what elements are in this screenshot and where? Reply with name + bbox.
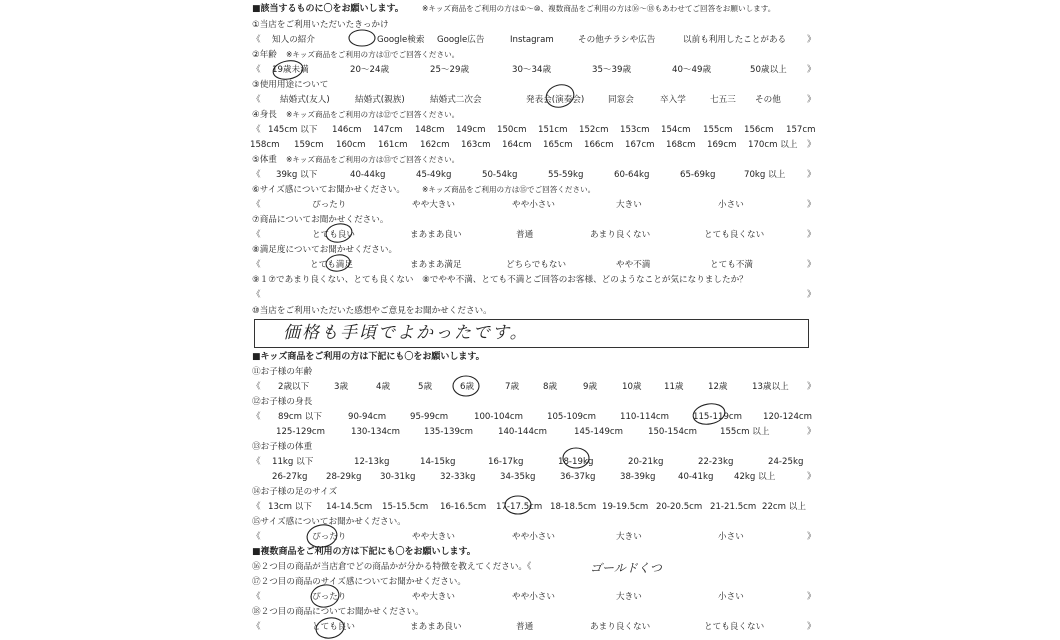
question-label: ⑧満足度についてお聞かせください。 bbox=[252, 245, 398, 255]
bracket: 《 bbox=[252, 200, 261, 210]
option-label: Instagram bbox=[510, 35, 554, 45]
bracket: 》 bbox=[807, 382, 816, 392]
option-label: 152cm bbox=[579, 125, 609, 135]
option-label: やや大きい bbox=[412, 200, 455, 210]
question-label: ③使用用途について bbox=[252, 80, 329, 90]
option-label: 16-17kg bbox=[488, 457, 524, 467]
survey-line bbox=[250, 365, 825, 380]
option-label: 普通 bbox=[516, 622, 534, 632]
option-label: 結婚式(親族) bbox=[355, 95, 405, 105]
question-note: ※キッズ商品をご利用の方は⑬でご回答ください。 bbox=[286, 155, 460, 164]
question-label: ④身長 bbox=[252, 110, 277, 120]
bracket: 》 bbox=[807, 532, 816, 542]
bracket: 》 bbox=[807, 95, 816, 105]
option-label: 40～49歳 bbox=[672, 65, 712, 75]
handwritten-comment: 価格も手頃でよかったです。 bbox=[283, 323, 529, 343]
bracket: 》 bbox=[807, 65, 816, 75]
option-label: 13歳以上 bbox=[752, 382, 789, 392]
bracket: 《 bbox=[252, 95, 261, 105]
option-label: 42kg 以上 bbox=[734, 472, 776, 482]
question-label: ⑨１⑦であまり良くない、とても良くない ⑧でやや不満、とても不満とご回答のお客様、どのようなことが気になりましたか？ bbox=[252, 275, 748, 285]
option-label: 146cm bbox=[332, 125, 362, 135]
option-label: 125-129cm bbox=[276, 427, 326, 437]
bracket: 》 bbox=[807, 290, 816, 300]
option-label: 156cm bbox=[744, 125, 774, 135]
option-label: 大きい bbox=[616, 200, 642, 210]
bracket: 》 bbox=[807, 472, 816, 482]
option-label: 50歳以上 bbox=[750, 65, 787, 75]
option-label: 40-44kg bbox=[350, 170, 386, 180]
survey-line bbox=[250, 350, 825, 365]
option-label: 大きい bbox=[616, 592, 642, 602]
option-label: 70kg 以上 bbox=[744, 170, 786, 180]
question-label: ⑫お子様の身長 bbox=[252, 397, 313, 407]
survey-line bbox=[250, 48, 825, 63]
bracket: 《 bbox=[252, 65, 261, 75]
option-label: 65-69kg bbox=[680, 170, 716, 180]
question-label: ①当店をご利用いただいたきっかけ bbox=[252, 20, 389, 30]
option-label: 151cm bbox=[538, 125, 568, 135]
option-label: とても良くない bbox=[704, 622, 765, 632]
option-label: 170cm 以上 bbox=[748, 140, 798, 150]
option-label: 結婚式(友人) bbox=[280, 95, 330, 105]
survey-line bbox=[250, 18, 825, 33]
option-label: 36-37kg bbox=[560, 472, 596, 482]
comment-box bbox=[254, 319, 809, 348]
bracket: 《 bbox=[252, 532, 261, 542]
question-label: ⑤体重 bbox=[252, 155, 277, 165]
option-label: とても良くない bbox=[704, 230, 765, 240]
survey-line bbox=[250, 304, 825, 319]
option-label: やや不満 bbox=[616, 260, 651, 270]
option-label: 45-49kg bbox=[416, 170, 452, 180]
option-label: 130-134cm bbox=[351, 427, 401, 437]
survey-line bbox=[250, 198, 825, 213]
option-label: 20-21kg bbox=[628, 457, 664, 467]
bracket: 《 bbox=[252, 125, 261, 135]
question-label: ⑦商品についてお聞かせください。 bbox=[252, 215, 389, 225]
option-label: 32-33kg bbox=[440, 472, 476, 482]
option-label: 158cm bbox=[250, 140, 280, 150]
survey-line bbox=[250, 183, 825, 198]
option-label: まあまあ満足 bbox=[410, 260, 462, 270]
bracket: 《 bbox=[252, 170, 261, 180]
survey-line bbox=[250, 288, 825, 303]
option-label: 169cm bbox=[707, 140, 737, 150]
survey-line bbox=[250, 213, 825, 228]
option-label: 10歳 bbox=[622, 382, 642, 392]
survey-line bbox=[250, 560, 825, 575]
survey-line bbox=[250, 63, 825, 78]
option-label: 7歳 bbox=[505, 382, 520, 392]
option-label: 50-54kg bbox=[482, 170, 518, 180]
option-label: やや小さい bbox=[512, 200, 555, 210]
survey-line bbox=[250, 78, 825, 93]
bracket: 》 bbox=[807, 427, 816, 437]
multi-section-header: ■複数商品をご利用の方は下記にも〇をお願いします。 bbox=[252, 547, 476, 557]
bracket: 《 bbox=[252, 457, 261, 467]
option-label: 160cm bbox=[336, 140, 366, 150]
survey-line bbox=[250, 228, 825, 243]
option-label: 卒入学 bbox=[660, 95, 686, 105]
option-label: 38-39kg bbox=[620, 472, 656, 482]
bracket: 》 bbox=[807, 622, 816, 632]
survey-line bbox=[250, 395, 825, 410]
option-label: 145-149cm bbox=[574, 427, 624, 437]
question-label: ⑱２つ目の商品についてお聞かせください。 bbox=[252, 607, 424, 617]
option-label: 小さい bbox=[718, 592, 744, 602]
option-label: あまり良くない bbox=[590, 230, 651, 240]
option-label: その他 bbox=[755, 95, 781, 105]
option-label: 165cm bbox=[543, 140, 573, 150]
option-label: 8歳 bbox=[543, 382, 558, 392]
option-label: 17-17.5cm bbox=[496, 502, 543, 512]
option-label: 15-15.5cm bbox=[382, 502, 429, 512]
survey-line bbox=[250, 620, 825, 635]
bracket: 》 bbox=[807, 140, 816, 150]
option-label: 40-41kg bbox=[678, 472, 714, 482]
option-label: 知人の紹介 bbox=[272, 35, 315, 45]
option-label: 4歳 bbox=[376, 382, 391, 392]
option-label: 14-14.5cm bbox=[326, 502, 373, 512]
survey-line bbox=[250, 500, 825, 515]
option-label: 大きい bbox=[616, 532, 642, 542]
bracket: 《 bbox=[252, 230, 261, 240]
option-label: とても不満 bbox=[710, 260, 753, 270]
survey-line bbox=[250, 168, 825, 183]
survey-line bbox=[250, 515, 825, 530]
option-label: 147cm bbox=[373, 125, 403, 135]
bracket: 《 bbox=[252, 382, 261, 392]
bracket: 《 bbox=[252, 592, 261, 602]
bracket: 》 bbox=[807, 35, 816, 45]
option-label: 19歳未満 bbox=[272, 65, 309, 75]
bracket: 《 bbox=[252, 35, 261, 45]
option-label: 150cm bbox=[497, 125, 527, 135]
option-label: とても良い bbox=[312, 622, 355, 632]
option-label: 12歳 bbox=[708, 382, 728, 392]
option-label: 22cm 以上 bbox=[762, 502, 806, 512]
survey-line bbox=[250, 575, 825, 590]
survey-line bbox=[250, 93, 825, 108]
option-label: 小さい bbox=[718, 532, 744, 542]
question-note: ※キッズ商品をご利用の方は⑪でご回答ください。 bbox=[286, 50, 460, 59]
option-label: 結婚式二次会 bbox=[430, 95, 482, 105]
bracket: 》 bbox=[807, 200, 816, 210]
question-label: ⑭お子様の足のサイズ bbox=[252, 487, 338, 497]
option-label: 148cm bbox=[415, 125, 445, 135]
option-label: 162cm bbox=[420, 140, 450, 150]
option-label: やや大きい bbox=[412, 592, 455, 602]
handwritten-item-feature: ゴールドくつ bbox=[590, 561, 662, 575]
option-label: 22-23kg bbox=[698, 457, 734, 467]
option-label: 20-20.5cm bbox=[656, 502, 703, 512]
option-label: 21-21.5cm bbox=[710, 502, 757, 512]
option-label: 20～24歳 bbox=[350, 65, 390, 75]
page-title: ■該当するものに〇をお願いします。 bbox=[252, 4, 404, 14]
option-label: 5歳 bbox=[418, 382, 433, 392]
question-label: ⑬お子様の体重 bbox=[252, 442, 313, 452]
option-label: 18-18.5cm bbox=[550, 502, 597, 512]
survey-line bbox=[250, 425, 825, 440]
option-label: 60-64kg bbox=[614, 170, 650, 180]
option-label: 普通 bbox=[516, 230, 534, 240]
survey-line bbox=[250, 440, 825, 455]
option-label: 55-59kg bbox=[548, 170, 584, 180]
option-label: 155cm 以上 bbox=[720, 427, 770, 437]
option-label: 3歳 bbox=[334, 382, 349, 392]
survey-line bbox=[250, 108, 825, 123]
survey-line bbox=[250, 485, 825, 500]
question-label: ⑰２つ目の商品のサイズ感についてお聞かせください。 bbox=[252, 577, 466, 587]
option-label: 153cm bbox=[620, 125, 650, 135]
bracket: 》 bbox=[807, 170, 816, 180]
option-label: まあまあ良い bbox=[410, 230, 462, 240]
option-label: 11kg 以下 bbox=[272, 457, 314, 467]
bracket: 《 bbox=[252, 290, 261, 300]
survey-line bbox=[250, 530, 825, 545]
option-label: ぴったり bbox=[312, 532, 347, 542]
option-label: やや大きい bbox=[412, 532, 455, 542]
option-label: 163cm bbox=[461, 140, 491, 150]
survey-line bbox=[250, 258, 825, 273]
option-label: 18-19kg bbox=[558, 457, 594, 467]
option-label: その他チラシや広告 bbox=[578, 35, 656, 45]
option-label: 13cm 以下 bbox=[268, 502, 312, 512]
option-label: 155cm bbox=[703, 125, 733, 135]
survey-line bbox=[250, 605, 825, 620]
option-label: やや小さい bbox=[512, 532, 555, 542]
option-label: 105-109cm bbox=[547, 412, 597, 422]
option-label: 25～29歳 bbox=[430, 65, 470, 75]
title-note: ※キッズ商品をご利用の方は①～⑩、複数商品をご利用の方は⑯～⑱もあわせてご回答をお願いします。 bbox=[422, 4, 776, 13]
option-label: 154cm bbox=[661, 125, 691, 135]
option-label: 同窓会 bbox=[608, 95, 634, 105]
option-label: 34-35kg bbox=[500, 472, 536, 482]
bracket: 《 bbox=[252, 260, 261, 270]
option-label: 発表会(演奏会) bbox=[526, 95, 585, 105]
option-label: 149cm bbox=[456, 125, 486, 135]
option-label: 159cm bbox=[294, 140, 324, 150]
survey-line bbox=[250, 2, 825, 17]
option-label: 小さい bbox=[718, 200, 744, 210]
question-note: ※キッズ商品をご利用の方は⑫でご回答ください。 bbox=[286, 110, 460, 119]
option-label: 90-94cm bbox=[348, 412, 387, 422]
bracket: 《 bbox=[252, 412, 261, 422]
option-label: どちらでもない bbox=[506, 260, 567, 270]
question-label: ⑩当店をご利用いただいた感想やご意見をお聞かせください。 bbox=[252, 306, 492, 316]
option-label: 28-29kg bbox=[326, 472, 362, 482]
option-label: 95-99cm bbox=[410, 412, 449, 422]
option-label: 135-139cm bbox=[424, 427, 474, 437]
survey-line bbox=[250, 273, 825, 288]
survey-line bbox=[250, 590, 825, 605]
bracket: 《 bbox=[252, 502, 261, 512]
option-label: あまり良くない bbox=[590, 622, 651, 632]
survey-line bbox=[250, 123, 825, 138]
survey-line bbox=[250, 33, 825, 48]
survey-line bbox=[250, 410, 825, 425]
option-label: 14-15kg bbox=[420, 457, 456, 467]
option-label: とても満足 bbox=[310, 260, 353, 270]
option-label: まあまあ良い bbox=[410, 622, 462, 632]
option-label: 30-31kg bbox=[380, 472, 416, 482]
option-label: ぴったり bbox=[312, 592, 347, 602]
option-label: 140-144cm bbox=[498, 427, 548, 437]
question-label: ⑯２つ目の商品が当店倉でどの商品かが分かる特徴を教えてください。《 bbox=[252, 562, 532, 572]
option-label: 89cm 以下 bbox=[278, 412, 322, 422]
question-label: ②年齢 bbox=[252, 50, 277, 60]
option-label: 6歳 bbox=[460, 382, 475, 392]
option-label: 145cm 以下 bbox=[268, 125, 318, 135]
survey-line bbox=[250, 153, 825, 168]
option-label: 100-104cm bbox=[474, 412, 524, 422]
option-label: 35～39歳 bbox=[592, 65, 632, 75]
option-label: 9歳 bbox=[583, 382, 598, 392]
survey-line bbox=[250, 380, 825, 395]
survey-line bbox=[250, 545, 825, 560]
option-label: 11歳 bbox=[664, 382, 684, 392]
option-label: 167cm bbox=[625, 140, 655, 150]
option-label: 120-124cm bbox=[763, 412, 813, 422]
option-label: 115-119cm bbox=[693, 412, 743, 422]
question-label: ⑥サイズ感についてお聞かせください。 bbox=[252, 185, 405, 195]
option-label: 30～34歳 bbox=[512, 65, 552, 75]
option-label: 2歳以下 bbox=[278, 382, 310, 392]
bracket: 》 bbox=[807, 230, 816, 240]
option-label: Google検索 bbox=[377, 35, 425, 45]
option-label: 168cm bbox=[666, 140, 696, 150]
option-label: ぴったり bbox=[312, 200, 347, 210]
option-label: やや小さい bbox=[512, 592, 555, 602]
bracket: 《 bbox=[252, 622, 261, 632]
option-label: 161cm bbox=[378, 140, 408, 150]
question-note: ※キッズ商品をご利用の方は⑮でご回答ください。 bbox=[422, 185, 596, 194]
option-label: 26-27kg bbox=[272, 472, 308, 482]
option-label: 16-16.5cm bbox=[440, 502, 487, 512]
option-label: 七五三 bbox=[710, 95, 736, 105]
option-label: 以前も利用したことがある bbox=[683, 35, 787, 45]
option-label: 12-13kg bbox=[354, 457, 390, 467]
option-label: 19-19.5cm bbox=[602, 502, 649, 512]
survey-line bbox=[250, 455, 825, 470]
option-label: 164cm bbox=[502, 140, 532, 150]
survey-line bbox=[250, 138, 825, 153]
option-label: Google広告 bbox=[437, 35, 485, 45]
question-label: ⑮サイズ感についてお聞かせください。 bbox=[252, 517, 406, 527]
kids-section-header: ■キッズ商品をご利用の方は下記にも〇をお願いします。 bbox=[252, 352, 485, 362]
option-label: 39kg 以下 bbox=[276, 170, 318, 180]
bracket: 》 bbox=[807, 592, 816, 602]
option-label: 150-154cm bbox=[648, 427, 698, 437]
option-label: とても良い bbox=[312, 230, 355, 240]
option-label: 166cm bbox=[584, 140, 614, 150]
survey-line bbox=[250, 243, 825, 258]
question-label: ⑪お子様の年齢 bbox=[252, 367, 313, 377]
bracket: 》 bbox=[807, 260, 816, 270]
survey-line bbox=[250, 470, 825, 485]
option-label: 157cm bbox=[786, 125, 816, 135]
option-label: 24-25kg bbox=[768, 457, 804, 467]
option-label: 110-114cm bbox=[620, 412, 670, 422]
